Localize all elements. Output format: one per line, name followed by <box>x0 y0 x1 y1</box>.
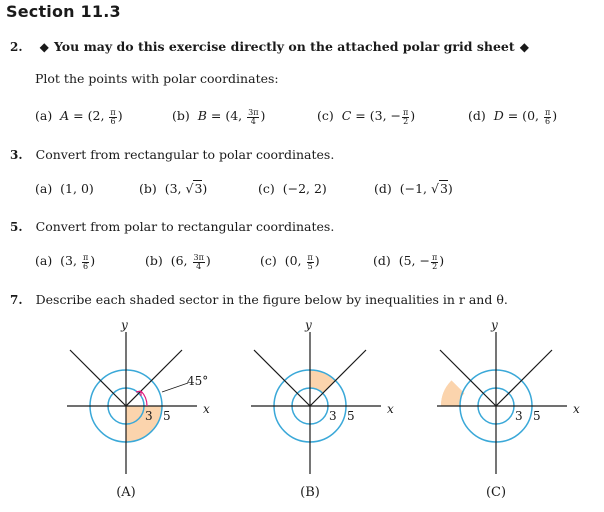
angle-leader-line-a <box>162 383 188 392</box>
y-label-a: y <box>121 318 128 332</box>
polar-figures <box>0 312 604 512</box>
problem-2-item-d: (d) D = (0, $\frac{\pi}{6}$ ) <box>468 108 558 126</box>
problem-3-instruction: Convert from rectangular to polar coordinates. <box>35 147 335 162</box>
problem-5-number: 5. <box>10 220 23 234</box>
problem-3-item-a: (a) (1, 0) <box>35 181 94 196</box>
problem-2-item-c: (c) C = (3, − $\frac{\pi}{2}$ ) <box>317 108 416 126</box>
problem-3-item-d: (d) (−1, √3) <box>374 181 453 196</box>
figure-label-a: (A) <box>116 485 136 500</box>
problem-3-number: 3. <box>10 148 23 162</box>
ray-45-a <box>126 350 182 406</box>
problem-2-item-a: (a) A = (2, $\frac{\pi}{6}$ ) <box>35 108 123 126</box>
y-label-b: y <box>305 318 312 332</box>
figure-b <box>251 318 394 500</box>
problem-7-instruction: Describe each shaded sector in the figure below by inequalities in r and θ. <box>35 292 508 307</box>
figure-label-b: (B) <box>300 485 320 500</box>
figure-c <box>437 318 580 500</box>
ray-135-b <box>254 350 310 406</box>
problem-2-item-b: (b) B = (4, $\frac{3\pi}{4}$ ) <box>172 108 266 126</box>
problem-5-item-d: (d) (5, − $\frac{\pi}{2}$ ) <box>373 253 445 271</box>
diamond-icon: ◆ <box>519 40 529 54</box>
radius-5-label-b: 5 <box>347 409 355 423</box>
radius-3-label-a: 3 <box>145 409 153 423</box>
problem-5-instruction: Convert from polar to rectangular coordinates. <box>35 219 335 234</box>
ray-135-a <box>70 350 126 406</box>
section-title: Section 11.3 <box>6 2 121 21</box>
x-label-b: x <box>387 402 394 416</box>
problem-7-header <box>10 289 508 308</box>
problem-5-item-c: (c) (0, $\frac{\pi}{5}$ ) <box>260 253 320 271</box>
problem-3-item-c: (c) (−2, 2) <box>258 181 327 196</box>
radius-3-label-c: 3 <box>515 409 523 423</box>
diamond-icon: ◆ <box>39 40 49 54</box>
radius-5-label-c: 5 <box>533 409 541 423</box>
angle-label-a: 45° <box>187 374 209 388</box>
problem-5-item-a: (a) (3, $\frac{\pi}{6}$ ) <box>35 253 96 271</box>
figure-a <box>67 318 210 500</box>
x-label-c: x <box>573 402 580 416</box>
problem-5-header <box>10 216 334 235</box>
problem-3-item-b: (b) (3, √3) <box>139 181 208 196</box>
problem-2-instruction: Plot the points with polar coordinates: <box>35 71 279 86</box>
ray-45-c <box>496 350 552 406</box>
radius-3-label-b: 3 <box>329 409 337 423</box>
problem-2-title: You may do this exercise directly on the attached polar grid sheet <box>53 39 515 54</box>
x-label-a: x <box>203 402 210 416</box>
figure-label-c: (C) <box>485 485 507 500</box>
problem-7-number: 7. <box>10 293 23 307</box>
problem-3-header <box>10 144 334 163</box>
problem-2-number: 2. <box>10 40 23 54</box>
y-label-c: y <box>491 318 498 332</box>
radius-5-label-a: 5 <box>163 409 171 423</box>
problem-2-header <box>10 36 529 55</box>
problem-5-item-b: (b) (6, $\frac{3\pi}{4}$ ) <box>145 253 211 271</box>
